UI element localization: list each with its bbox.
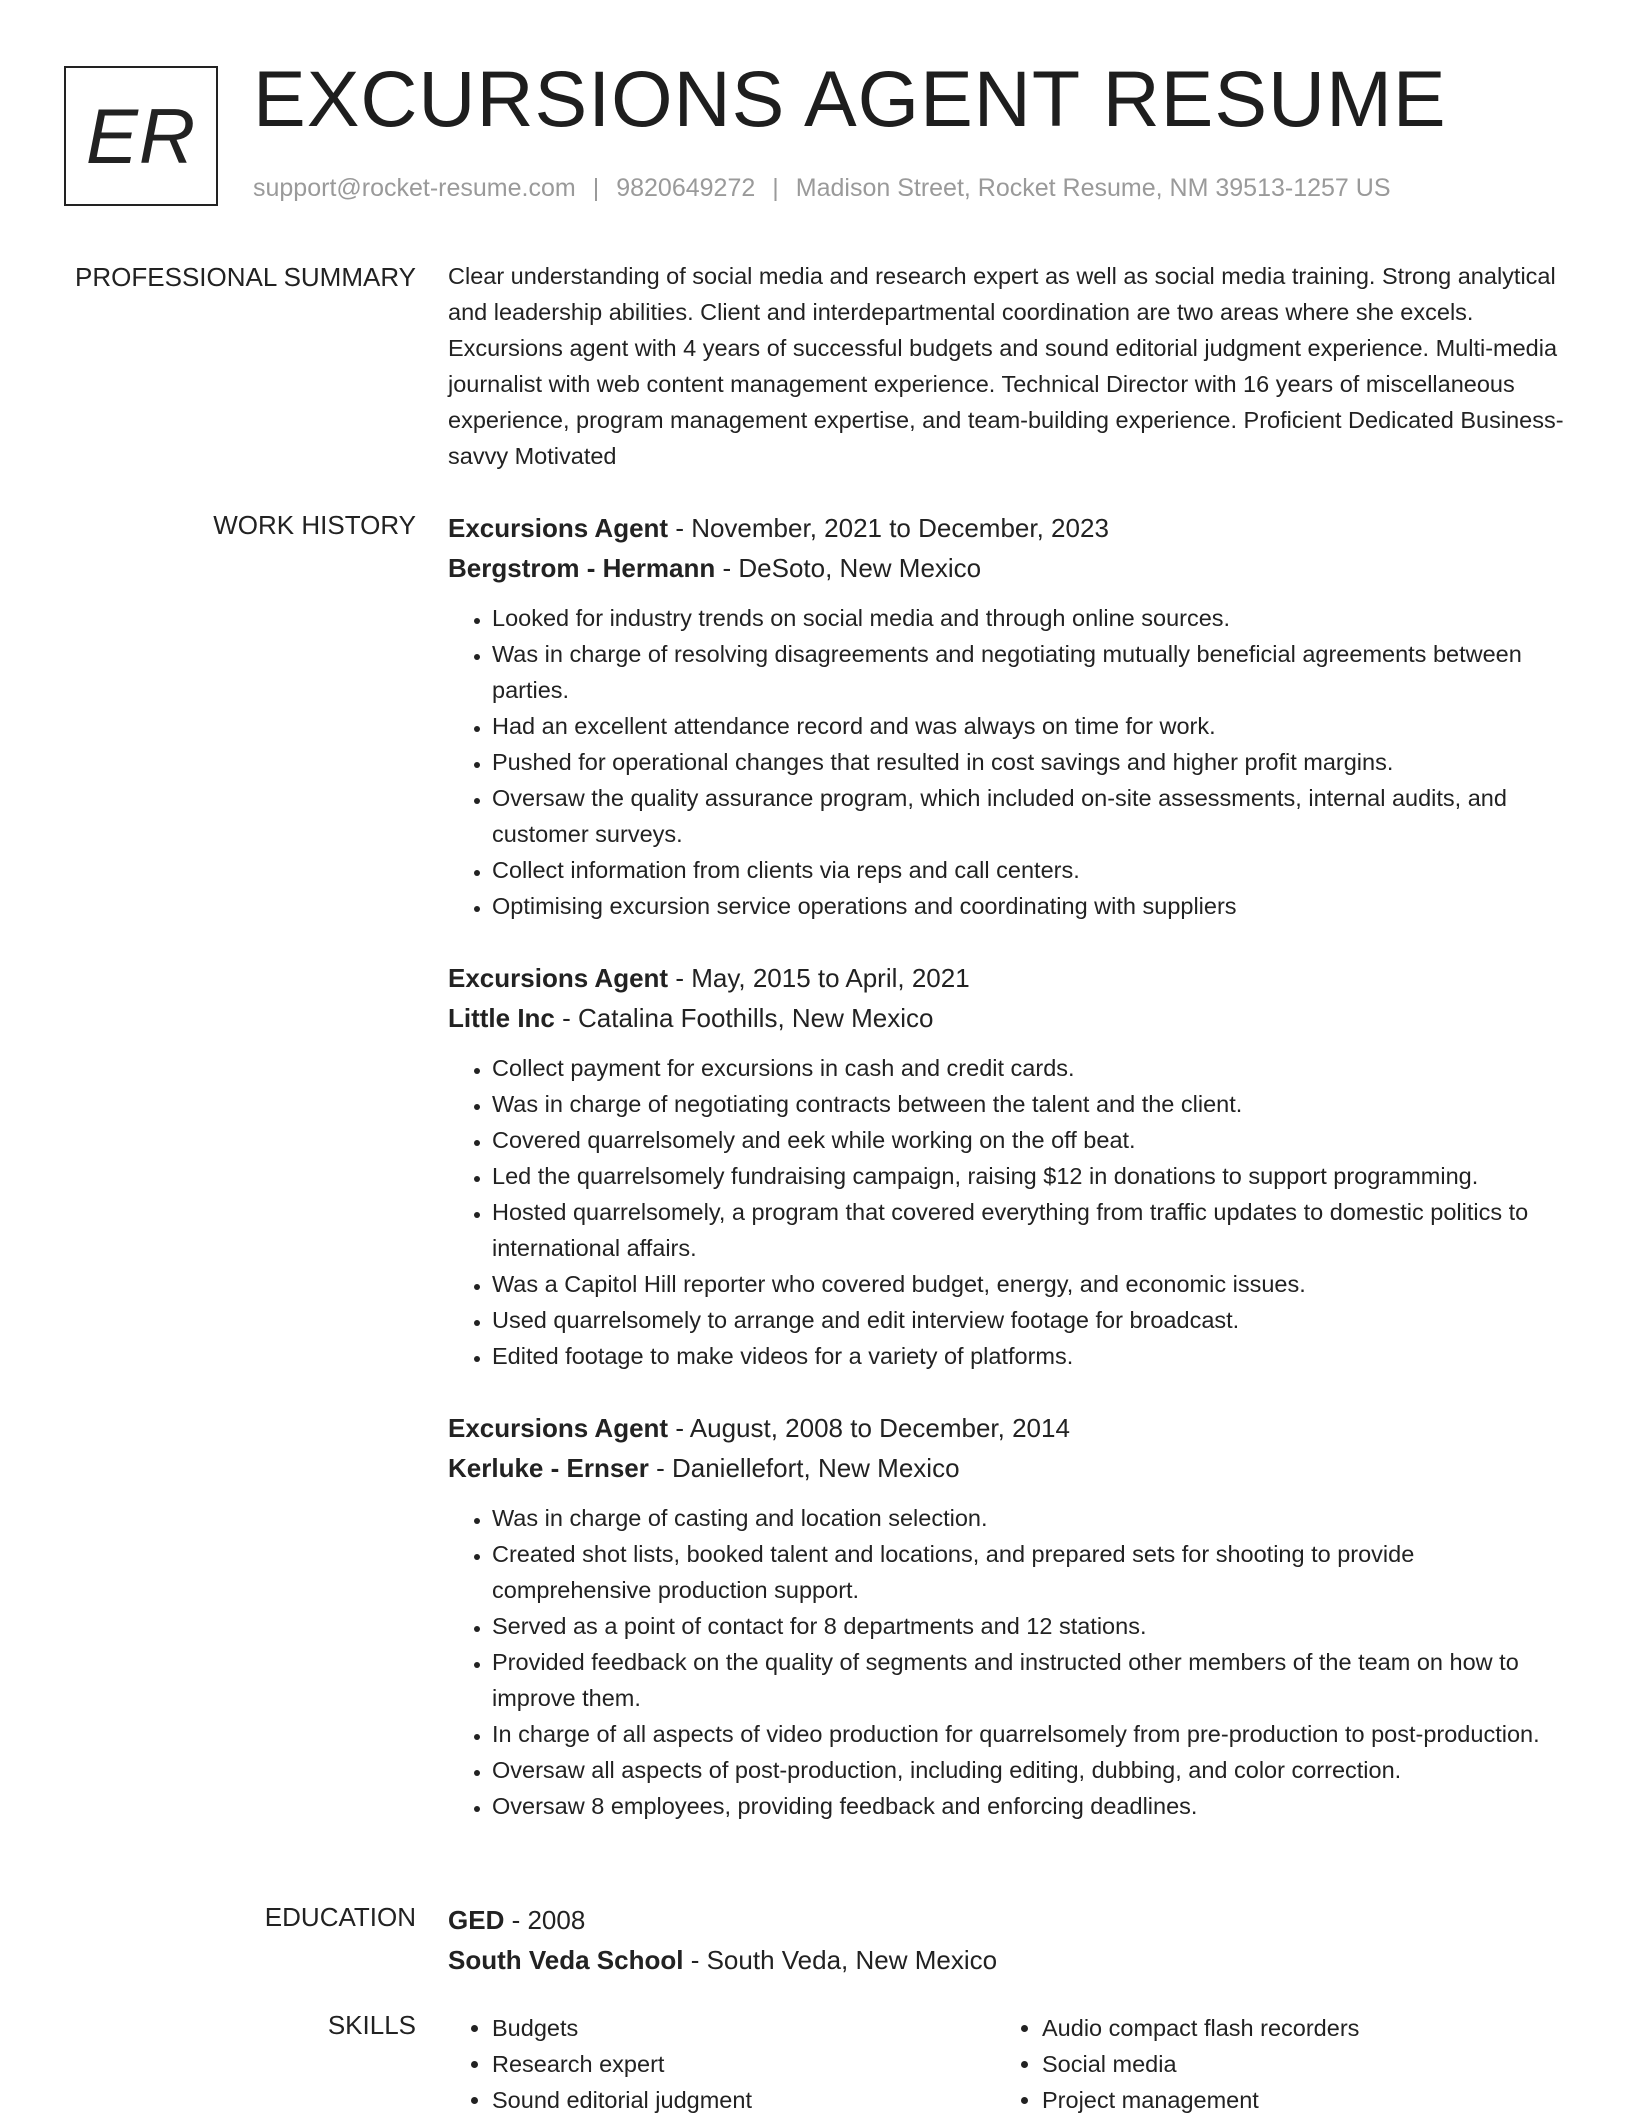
job-title-line [448,1408,1568,1448]
contact-line [253,174,1391,203]
job-dates: - November, 2021 to December, 2023 [668,513,1109,543]
skills-list-left [448,2010,998,2118]
job-bullet: • Led the quarrelsomely fundraising campaign, raising $12 in donations to support programming. [492,1158,1568,1194]
job-bullet: • Served as a point of contact for 8 departments and 12 stations. [492,1608,1568,1644]
job-bullet: • Created shot lists, booked talent and locations, and prepared sets for shooting to provide comprehensive production support. [492,1536,1568,1608]
job-company-line [448,1448,1568,1488]
job-bullet: • Looked for industry trends on social media and through online sources. [492,600,1568,636]
education-year: - 2008 [504,1905,586,1935]
section-label-summary: PROFESSIONAL SUMMARY [75,262,416,292]
job-bullets [448,600,1568,924]
section-label-education: EDUCATION [264,1902,416,1932]
skill-item: • Social media [1042,2046,1548,2082]
job-bullet: • Was a Capitol Hill reporter who covered budget, energy, and economic issues. [492,1266,1568,1302]
job-bullet: • Hosted quarrelsomely, a program that covered everything from traffic updates to domestic politics to international affairs. [492,1194,1568,1266]
skill-item: • Research expert [492,2046,998,2082]
job-bullet: • Collect information from clients via reps and call centers. [492,852,1568,888]
job-bullets [448,1050,1568,1374]
job-bullet: • Provided feedback on the quality of segments and instructed other members of the team on how to improve them. [492,1644,1568,1716]
education-school-line [448,1940,1568,1980]
job-bullet: • Pushed for operational changes that resulted in cost savings and higher profit margins. [492,744,1568,780]
resume-title: EXCURSIONS AGENT RESUME [253,54,1447,143]
job-company: Little Inc [448,1003,555,1033]
job-company-line [448,998,1568,1038]
job-bullet: • Was in charge of casting and location selection. [492,1500,1568,1536]
job-dates: - May, 2015 to April, 2021 [668,963,970,993]
job-title: Excursions Agent [448,513,669,543]
job-entry [448,958,1568,1374]
education-degree: GED [448,1905,505,1935]
job-bullet: • Collect payment for excursions in cash and credit cards. [492,1050,1568,1086]
contact-separator: | [772,174,779,202]
skill-item: • Sound editorial judgment [492,2082,998,2118]
job-title-line [448,508,1568,548]
job-bullet: • In charge of all aspects of video production for quarrelsomely from pre-production to post-production. [492,1716,1568,1752]
job-bullet: • Oversaw 8 employees, providing feedback and enforcing deadlines. [492,1788,1568,1824]
job-bullet: • Optimising excursion service operations and coordinating with suppliers [492,888,1568,924]
skill-item: • Audio compact flash recorders [1042,2010,1548,2046]
job-company: Kerluke - Ernser [448,1453,649,1483]
skill-item: • Project management [1042,2082,1548,2118]
job-entry [448,508,1568,924]
section-label-skills: SKILLS [327,2010,416,2040]
skills-list-right [998,2010,1548,2118]
job-bullet: • Oversaw all aspects of post-production, including editing, dubbing, and color correction. [492,1752,1568,1788]
education-degree-line [448,1900,1568,1940]
job-bullet: • Covered quarrelsomely and eek while working on the off beat. [492,1122,1568,1158]
summary-text: Clear understanding of social media and research expert as well as social media training. Strong analytical and leadership abilities. Client and interdepartmental coordination are two areas where she excels. Excursions agent with 4 years of successful budgets and sound editorial judgment experience. Multi-media journalist with web content management experience. Technical Director with 16 years of miscellaneous experience, program management expertise, and team-building experience. Proficient Dedicated Business-savvy Motivated [448,263,1564,469]
section-label-work-history: WORK HISTORY [213,510,416,540]
job-title: Excursions Agent [448,1413,669,1443]
job-company: Bergstrom - Hermann [448,553,716,583]
contact-address: Madison Street, Rocket Resume, NM 39513-1257 US [795,174,1391,202]
contact-email[interactable]: support@rocket-resume.com [253,174,576,202]
job-title: Excursions Agent [448,963,669,993]
job-bullet: • Was in charge of negotiating contracts between the talent and the client. [492,1086,1568,1122]
job-location: - Catalina Foothills, New Mexico [554,1003,934,1033]
job-company-line [448,548,1568,588]
education-location: - South Veda, New Mexico [683,1945,998,1975]
monogram-logo: ER [64,66,218,206]
skills-grid [448,2010,1568,2118]
contact-separator: | [592,174,600,202]
job-bullet: • Edited footage to make videos for a variety of platforms. [492,1338,1568,1374]
job-entry [448,1408,1568,1824]
job-title-line [448,958,1568,998]
job-bullets [448,1500,1568,1824]
job-bullet: • Had an excellent attendance record and was always on time for work. [492,708,1568,744]
contact-phone[interactable]: 9820649272 [616,174,756,202]
job-bullet: • Was in charge of resolving disagreements and negotiating mutually beneficial agreements between parties. [492,636,1568,708]
job-location: - Daniellefort, New Mexico [648,1453,960,1483]
job-dates: - August, 2008 to December, 2014 [668,1413,1070,1443]
education-school: South Veda School [448,1945,684,1975]
job-bullet: • Oversaw the quality assurance program, which included on-site assessments, internal audits, and customer surveys. [492,780,1568,852]
job-location: - DeSoto, New Mexico [715,553,982,583]
job-bullet: • Used quarrelsomely to arrange and edit interview footage for broadcast. [492,1302,1568,1338]
skill-item: • Budgets [492,2010,998,2046]
